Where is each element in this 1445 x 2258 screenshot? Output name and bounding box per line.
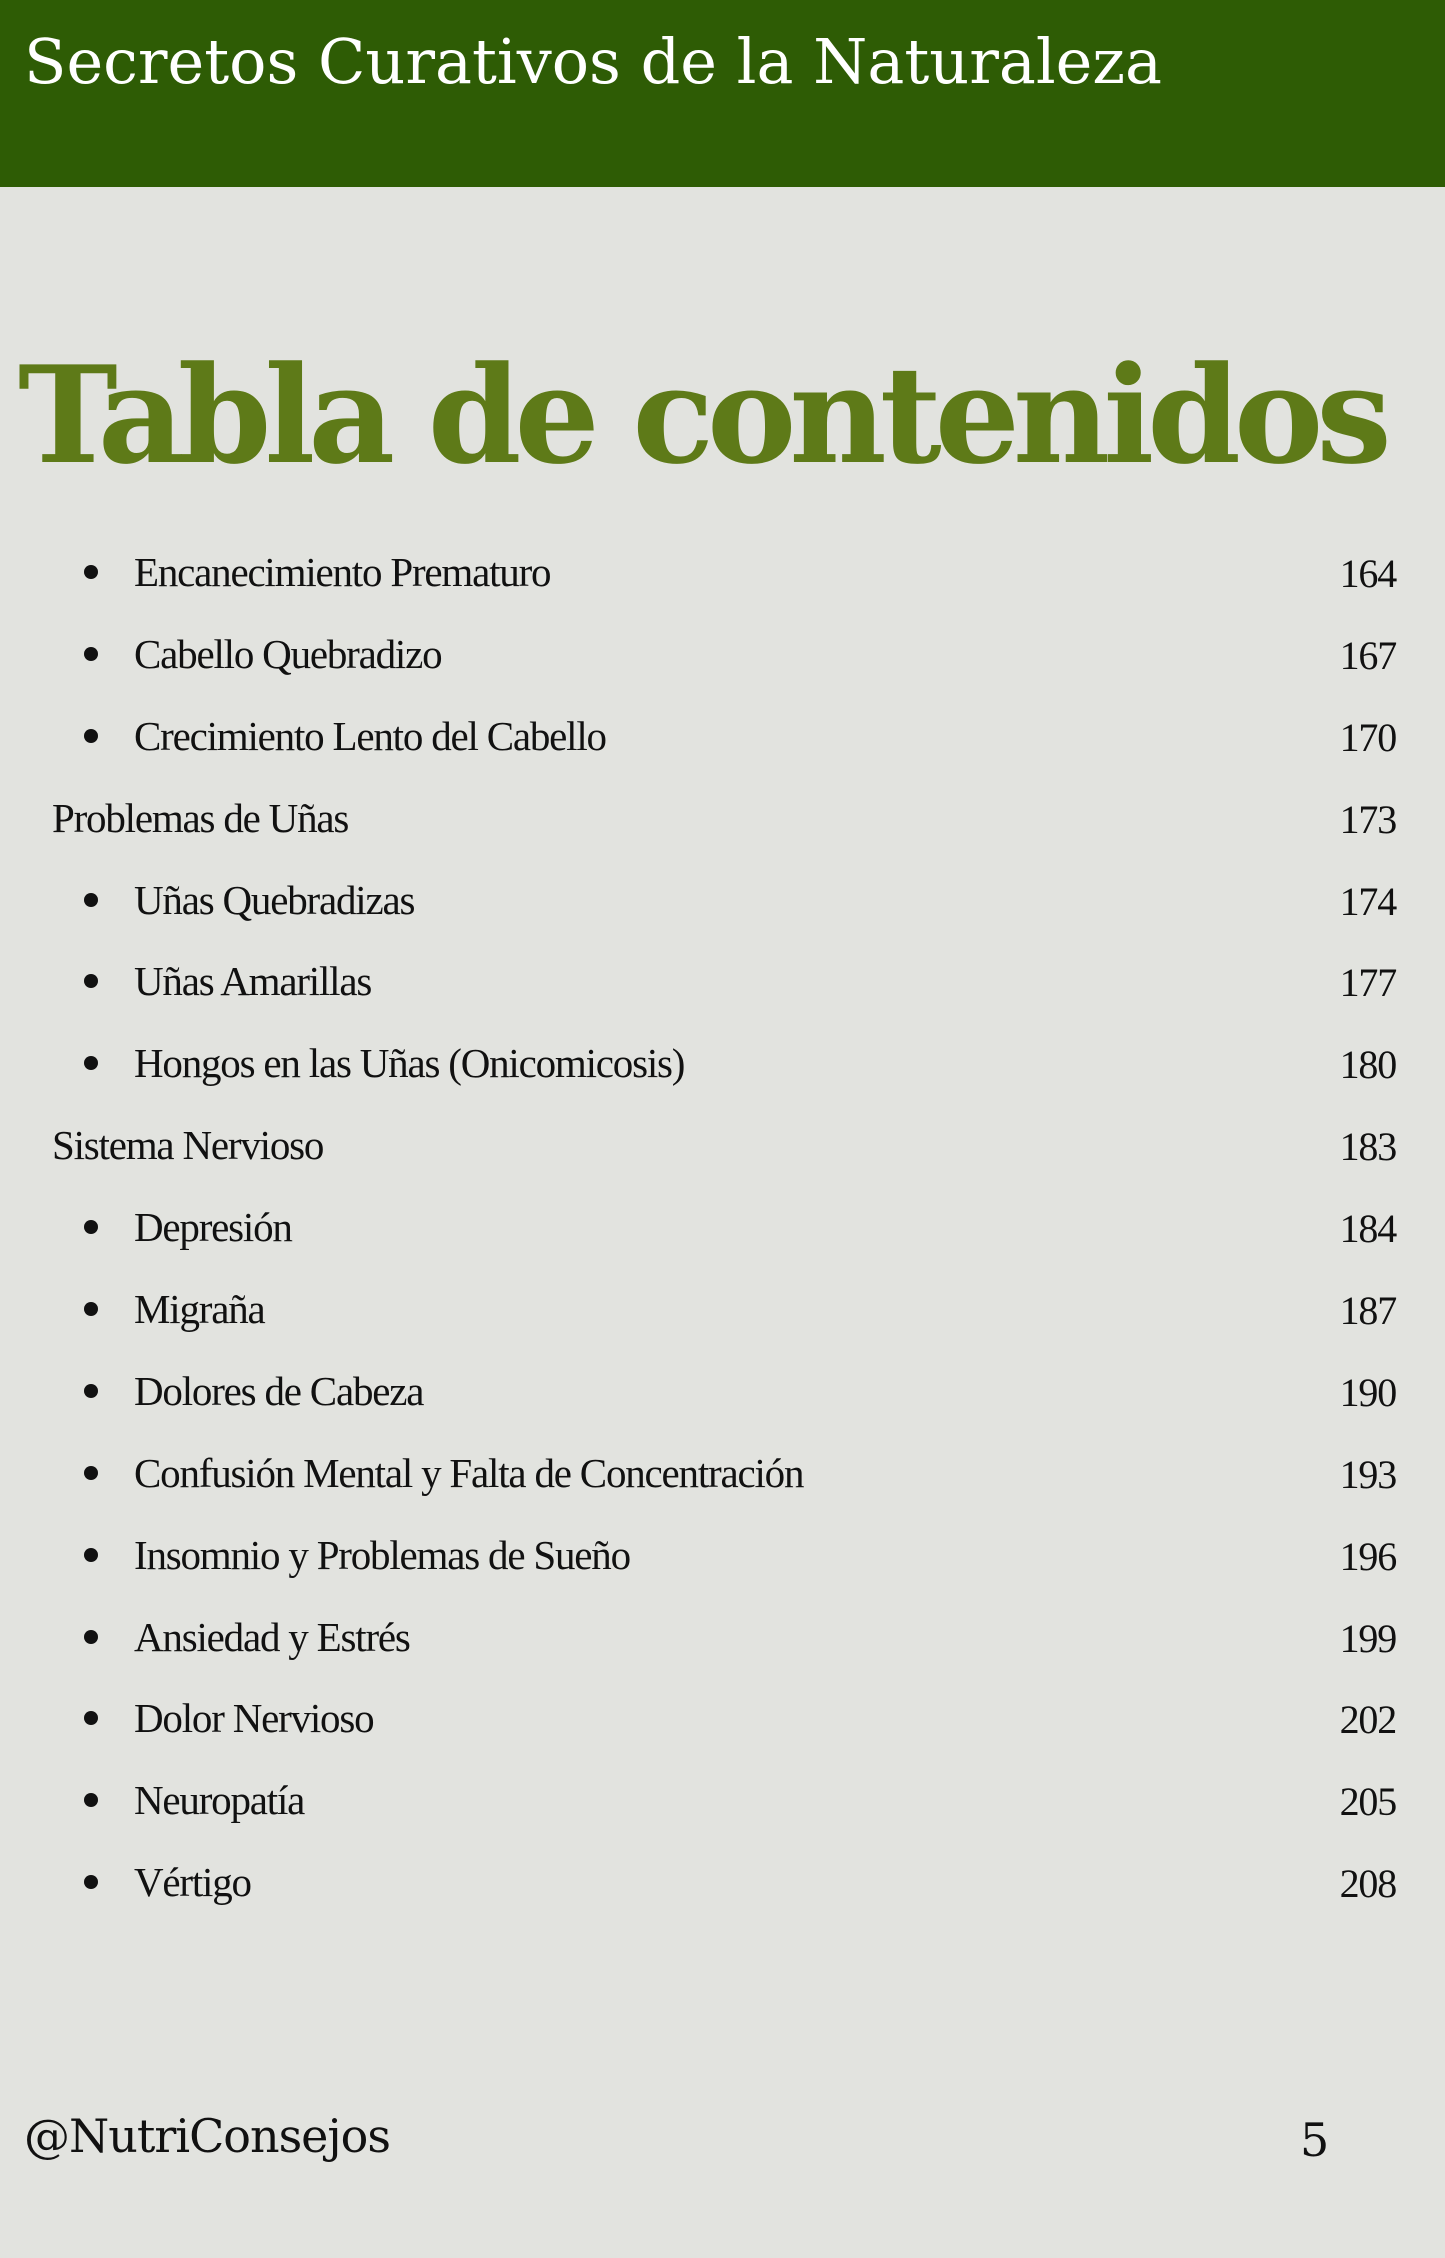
toc-entry-page: 196: [1339, 1533, 1396, 1579]
toc-subentry[interactable]: [0, 1197, 1445, 1279]
page-heading: Tabla de contenidos: [18, 335, 1385, 494]
toc-subentry[interactable]: [0, 1279, 1445, 1361]
bullet-icon: [84, 1384, 98, 1398]
toc-subentry[interactable]: [0, 706, 1445, 788]
toc-entry-label: Dolores de Cabeza: [134, 1367, 424, 1414]
bullet-icon: [84, 565, 98, 579]
toc-entry-label: Uñas Amarillas: [134, 958, 372, 1005]
toc-entry-label: Insomnio y Problemas de Sueño: [134, 1531, 630, 1578]
toc-entry-page: 190: [1339, 1369, 1396, 1415]
toc-entry-page: 173: [1339, 796, 1396, 842]
toc-subentry[interactable]: [0, 542, 1445, 624]
toc-entry-page: 205: [1339, 1779, 1396, 1825]
toc-entry-label: Uñas Quebradizas: [134, 876, 415, 923]
bullet-icon: [84, 647, 98, 661]
toc-entry-label: Vértigo: [134, 1859, 251, 1906]
toc-entry-page: 174: [1339, 878, 1396, 924]
toc-entry-label: Cabello Quebradizo: [134, 630, 442, 677]
bullet-icon: [84, 1466, 98, 1480]
toc-entry-label: Problemas de Uñas: [52, 794, 349, 841]
bullet-icon: [84, 974, 98, 988]
toc-section-entry[interactable]: [0, 788, 1445, 870]
toc-subentry[interactable]: [0, 951, 1445, 1033]
book-title: Secretos Curativos de la Naturaleza: [24, 25, 1162, 98]
bullet-icon: [84, 1711, 98, 1725]
bullet-icon: [84, 1548, 98, 1562]
toc-entry-label: Dolor Nervioso: [134, 1695, 374, 1742]
toc-entry-label: Hongos en las Uñas (Onicomicosis): [134, 1040, 685, 1087]
toc-subentry[interactable]: [0, 1607, 1445, 1689]
toc-entry-label: Crecimiento Lento del Cabello: [134, 712, 606, 759]
toc-entry-page: 193: [1339, 1451, 1396, 1497]
toc-entry-page: 187: [1339, 1288, 1396, 1334]
toc-entry-label: Confusión Mental y Falta de Concentración: [134, 1449, 804, 1496]
toc-entry-label: Migraña: [134, 1286, 265, 1333]
toc-entry-label: Neuropatía: [134, 1777, 305, 1824]
bullet-icon: [84, 893, 98, 907]
toc-entry-page: 170: [1339, 714, 1396, 760]
toc-entry-label: Depresión: [134, 1204, 292, 1251]
toc-entry-page: 183: [1339, 1124, 1396, 1170]
bullet-icon: [84, 1220, 98, 1234]
toc-entry-page: 199: [1339, 1615, 1396, 1661]
toc-subentry[interactable]: [0, 1361, 1445, 1443]
toc-subentry[interactable]: [0, 1443, 1445, 1525]
toc-subentry[interactable]: [0, 1852, 1445, 1934]
toc-entry-label: Encanecimiento Prematuro: [134, 549, 551, 595]
table-of-contents: [0, 542, 1445, 1934]
toc-subentry[interactable]: [0, 1770, 1445, 1852]
bullet-icon: [84, 1875, 98, 1889]
toc-subentry[interactable]: [0, 1033, 1445, 1115]
toc-subentry[interactable]: [0, 870, 1445, 952]
toc-subentry[interactable]: [0, 1688, 1445, 1770]
toc-entry-label: Sistema Nervioso: [52, 1122, 324, 1169]
bullet-icon: [84, 729, 98, 743]
toc-entry-page: 208: [1339, 1861, 1396, 1907]
header-band: [0, 0, 1445, 187]
toc-section-entry[interactable]: [0, 1115, 1445, 1197]
bullet-icon: [84, 1302, 98, 1316]
toc-entry-page: 184: [1339, 1206, 1396, 1252]
toc-entry-page: 177: [1339, 960, 1396, 1006]
bullet-icon: [84, 1056, 98, 1070]
toc-entry-page: 164: [1339, 551, 1396, 596]
bullet-icon: [84, 1793, 98, 1807]
toc-entry-page: 167: [1339, 632, 1396, 678]
toc-subentry[interactable]: [0, 1525, 1445, 1607]
footer-handle: @NutriConsejos: [24, 2109, 390, 2163]
footer-page-number: 5: [1300, 2113, 1330, 2167]
toc-subentry[interactable]: [0, 624, 1445, 706]
toc-entry-page: 180: [1339, 1042, 1396, 1088]
toc-entry-page: 202: [1339, 1697, 1396, 1743]
bullet-icon: [84, 1630, 98, 1644]
toc-entry-label: Ansiedad y Estrés: [134, 1613, 410, 1660]
